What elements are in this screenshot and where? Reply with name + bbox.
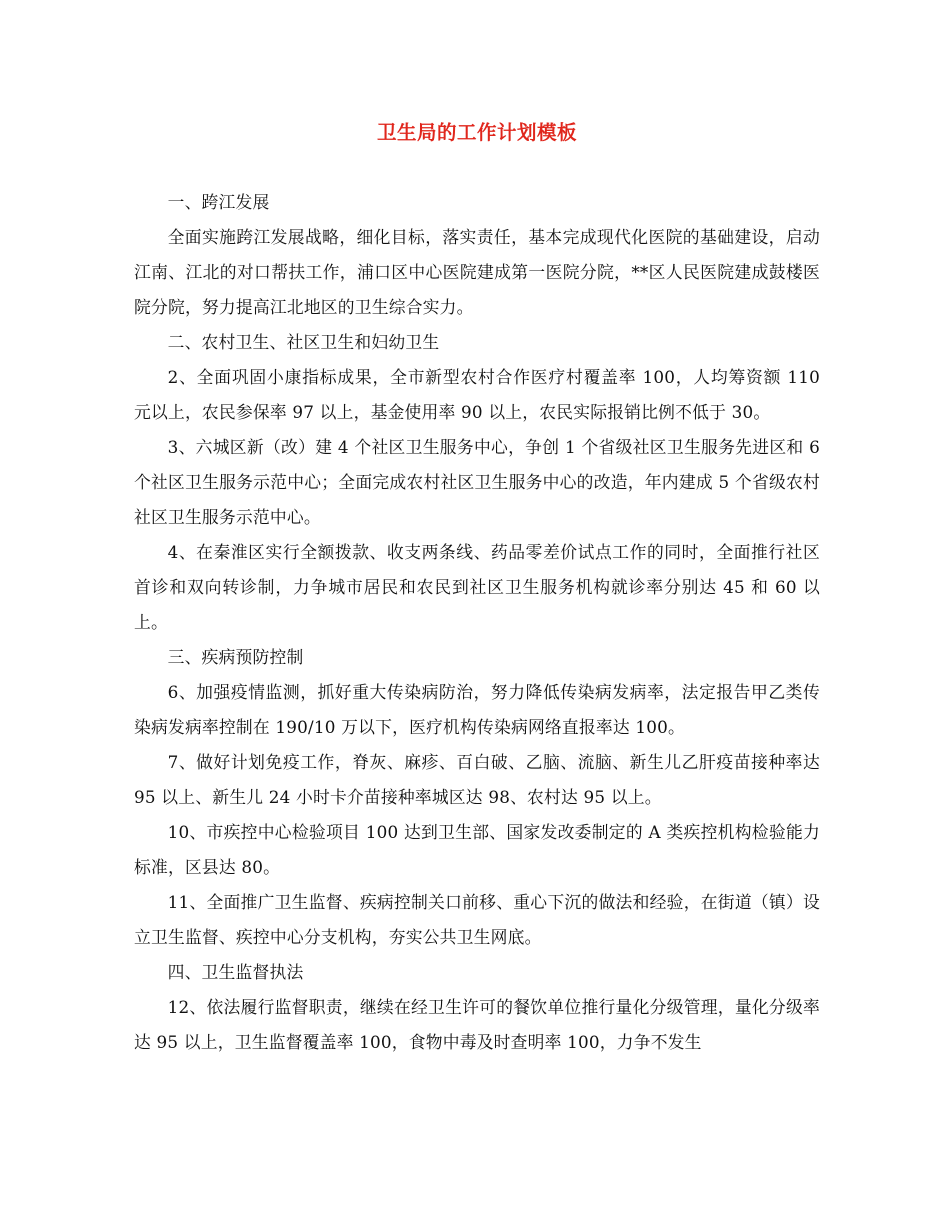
paragraph-item-10: 10、市疾控中心检验项目 100 达到卫生部、国家发改委制定的 A 类疾控机构检验能力标准，区县达 80。 [134, 822, 820, 877]
section-heading-health-supervision: 四、卫生监督执法 [167, 962, 304, 982]
paragraph-item-11: 11、全面推广卫生监督、疾病控制关口前移、重心下沉的做法和经验，在街道（镇）设立卫生监督、疾控中心分支机构，夯实公共卫生网底。 [134, 892, 820, 947]
document-title: 卫生局的工作计划模板 [376, 121, 577, 144]
section-heading-rural-community-health: 二、农村卫生、社区卫生和妇幼卫生 [167, 332, 440, 352]
paragraph-item-2: 2、全面巩固小康指标成果，全市新型农村合作医疗村覆盖率 100，人均筹资额 110 元以上，农民参保率 97 以上，基金使用率 90 以上，农民实际报销比例不低于 30。 [134, 367, 820, 422]
paragraph-item-6: 6、加强疫情监测，抓好重大传染病防治，努力降低传染病发病率，法定报告甲乙类传染病发病率控制在 190/10 万以下，医疗机构传染病网络直报率达 100。 [134, 682, 820, 737]
paragraph-item-3: 3、六城区新（改）建 4 个社区卫生服务中心，争创 1 个省级社区卫生服务先进区和 6 个社区卫生服务示范中心；全面完成农村社区卫生服务中心的改造，年内建成 5 个省级农村社区卫生服务示范中心。 [134, 437, 820, 527]
section-heading-cross-river: 一、跨江发展 [167, 192, 270, 212]
paragraph-item-4: 4、在秦淮区实行全额拨款、收支两条线、药品零差价试点工作的同时，全面推行社区首诊和双向转诊制，力争城市居民和农民到社区卫生服务机构就诊率分别达 45 和 60 以上。 [134, 542, 820, 632]
paragraph-cross-river-strategy: 全面实施跨江发展战略，细化目标，落实责任，基本完成现代化医院的基础建设，启动江南、江北的对口帮扶工作，浦口区中心医院建成第一医院分院，**区人民医院建成鼓楼医院分院，努力提高江北地区的卫生综合实力。 [134, 227, 820, 317]
paragraph-item-7: 7、做好计划免疫工作，脊灰、麻疹、百白破、乙脑、流脑、新生儿乙肝疫苗接种率达 95 以上、新生儿 24 小时卡介苗接种率城区达 98、农村达 95 以上。 [134, 752, 820, 807]
paragraph-item-12: 12、依法履行监督职责，继续在经卫生许可的餐饮单位推行量化分级管理，量化分级率达 95 以上，卫生监督覆盖率 100，食物中毒及时查明率 100，力争不发生 [134, 997, 820, 1052]
section-heading-disease-prevention: 三、疾病预防控制 [167, 647, 304, 667]
